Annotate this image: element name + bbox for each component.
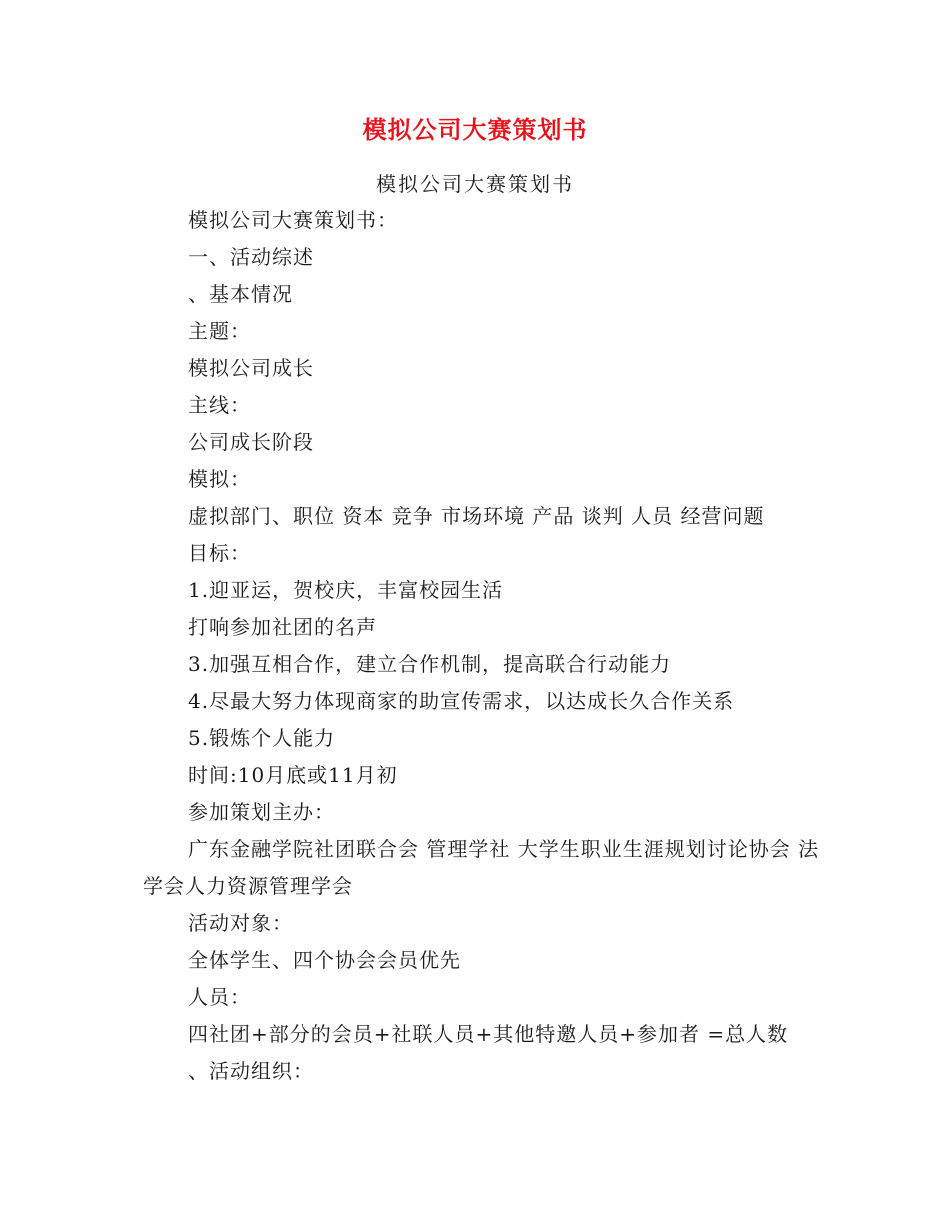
list-item: 4.尽最大努力体现商家的助宣传需求，以达成长久合作关系 [188, 689, 735, 713]
list-item: 3.加强互相合作，建立合作机制，提高联合行动能力 [188, 652, 672, 676]
paragraph: 模拟： [188, 467, 251, 491]
paragraph: 参加策划主办： [188, 800, 335, 824]
paragraph: 公司成长阶段 [188, 430, 314, 454]
paragraph: 活动对象： [188, 911, 293, 935]
document-body [143, 202, 823, 1090]
paragraph: 时间:10月底或11月初 [188, 763, 398, 787]
paragraph: 模拟公司成长 [188, 356, 314, 380]
paragraph: 广东金融学院社团联合会 管理学社 大学生职业生涯规划讨论协会 法学会人力资源管理学会 [143, 837, 820, 898]
document-title: 模拟公司大赛策划书 [362, 115, 588, 144]
list-item: 1.迎亚运，贺校庆，丰富校园生活 [188, 578, 504, 602]
section-heading: 一、活动综述 [188, 245, 314, 269]
section-heading: 、活动组织： [188, 1059, 314, 1083]
paragraph: 虚拟部门、职位 资本 竞争 市场环境 产品 谈判 人员 经营问题 [188, 504, 765, 528]
document-subtitle: 模拟公司大赛策划书 [376, 172, 574, 196]
paragraph: 主线： [188, 393, 251, 417]
paragraph: 目标： [188, 541, 251, 565]
paragraph: 、基本情况 [188, 282, 293, 306]
paragraph: 四社团+部分的会员+社联人员+其他特邀人员+参加者 =总人数 [188, 1022, 789, 1046]
list-item: 5.锻炼个人能力 [188, 726, 336, 750]
list-item: 打响参加社团的名声 [188, 615, 377, 639]
paragraph: 模拟公司大赛策划书： [188, 208, 398, 232]
paragraph: 主题： [188, 319, 251, 343]
paragraph: 人员： [188, 985, 251, 1009]
paragraph: 全体学生、四个协会会员优先 [188, 948, 461, 972]
